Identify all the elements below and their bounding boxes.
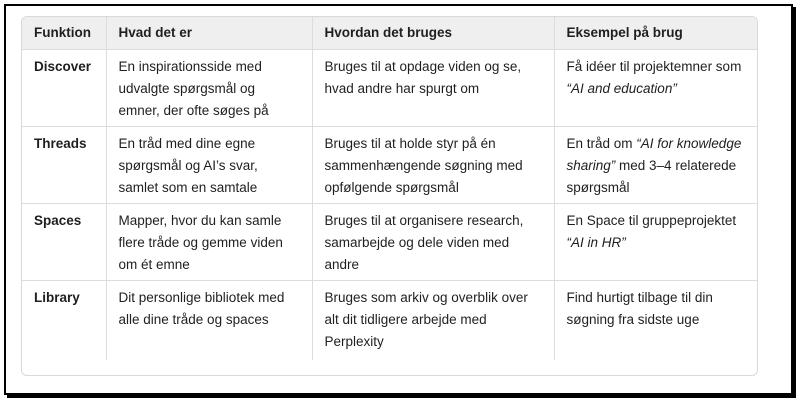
how-cell: Bruges til at opdage viden og se, hvad andre har spurgt om — [312, 49, 554, 126]
function-cell: Threads — [22, 126, 106, 203]
table-row — [22, 203, 757, 280]
header-cell-example: Eksempel på brug — [554, 17, 757, 49]
how-cell: Bruges som arkiv og overblik over alt dit tidligere arbejde med Perplexity — [312, 280, 554, 360]
header-cell-how: Hvordan det bruges — [312, 17, 554, 49]
table-row — [22, 280, 757, 360]
example-text: En Space til gruppeprojektet — [566, 212, 737, 228]
what-cell: Dit personlige bibliotek med alle dine tråde og spaces — [106, 280, 312, 360]
function-cell: Discover — [22, 49, 106, 126]
example-cell — [554, 203, 757, 280]
function-cell: Spaces — [22, 203, 106, 280]
features-table-container — [21, 16, 758, 376]
how-cell: Bruges til at organisere research, samarbejde og dele viden med andre — [312, 203, 554, 280]
example-italic-text: “AI in HR” — [566, 234, 626, 250]
table-row — [22, 126, 757, 203]
example-suffix-text: med 3–4 relaterede spørgsmål — [566, 157, 737, 195]
screenshot-frame — [4, 4, 793, 395]
example-text: Få idéer til projektemner som — [566, 58, 742, 74]
example-italic-text: “AI for knowledge sharing” — [566, 135, 742, 173]
function-cell: Library — [22, 280, 106, 360]
example-cell — [554, 49, 757, 126]
table-row — [22, 49, 757, 126]
how-cell: Bruges til at holde styr på én sammenhængende søgning med opfølgende spørgsmål — [312, 126, 554, 203]
header-cell-what: Hvad det er — [106, 17, 312, 49]
example-text: Find hurtigt tilbage til din søgning fra sidste uge — [566, 289, 713, 327]
what-cell: En tråd med dine egne spørgsmål og AI’s svar, samlet som en samtale — [106, 126, 312, 203]
what-cell: Mapper, hvor du kan samle flere tråde og gemme viden om ét emne — [106, 203, 312, 280]
what-cell: En inspirationsside med udvalgte spørgsmål og emner, der ofte søges på — [106, 49, 312, 126]
table-header-row — [22, 17, 757, 49]
features-table — [22, 17, 757, 360]
example-cell — [554, 280, 757, 360]
header-cell-function: Funktion — [22, 17, 106, 49]
example-text: En tråd om — [566, 135, 637, 151]
example-italic-text: “AI and education” — [566, 80, 677, 96]
example-cell — [554, 126, 757, 203]
